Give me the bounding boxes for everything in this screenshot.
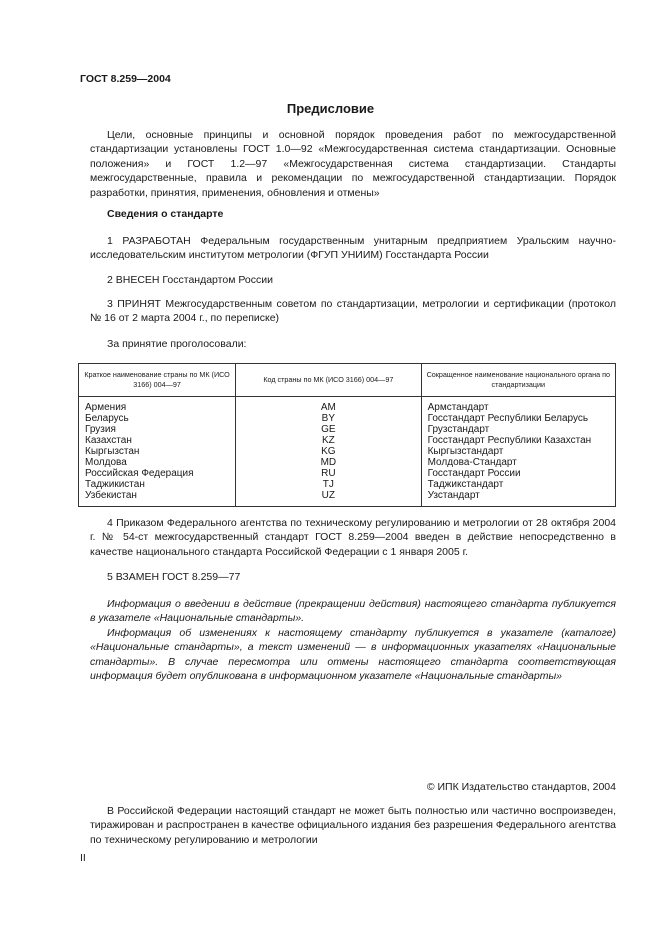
- table-cell-body: Госстандарт Республики Беларусь: [427, 413, 589, 424]
- header-country-name: Краткое наименование страны по МК (ИСО 3166) 004—97: [79, 364, 236, 397]
- table-cell-body: Армстандарт: [427, 402, 489, 413]
- item-1-paragraph: [90, 234, 616, 263]
- table-cell-country: Беларусь: [85, 413, 129, 424]
- table-body-row: [79, 397, 616, 507]
- table-cell-country: Российская Федерация: [85, 468, 194, 479]
- voting-countries-table: [78, 363, 616, 507]
- voted-label: За принятие проголосовали:: [107, 338, 247, 350]
- table-cell-country: Таджикистан: [85, 479, 145, 490]
- table-header-row: [79, 364, 616, 397]
- header-standards-body: Сокращенное наименование национального органа по стандартизации: [421, 364, 615, 397]
- document-id-header: ГОСТ 8.259—2004: [80, 73, 171, 85]
- intro-paragraph: [90, 128, 616, 200]
- table-cell-country: Кыргызстан: [85, 446, 140, 457]
- table-cell-body: Таджикстандарт: [427, 479, 504, 490]
- item-1-text: 1 РАЗРАБОТАН Федеральным государственным унитарным предприятием Уральским научно-исследовательским институтом метрологии (ФГУП УНИИМ) Госстандарта России: [90, 235, 616, 262]
- table-cell-country: Узбекистан: [85, 490, 137, 501]
- table-cell-code: RU: [321, 468, 336, 479]
- table-cell-country: Молдова: [85, 457, 127, 468]
- info-text-1: Информация о введении в действие (прекращении действия) настоящего стандарта публикуется в указателе «Национальные стандарты».: [90, 598, 616, 625]
- voted-label-paragraph: [90, 337, 616, 351]
- copyright-notice: © ИПК Издательство стандартов, 2004: [426, 781, 616, 793]
- item-3-text: 3 ПРИНЯТ Межгосударственным советом по стандартизации, метрологии и сертификации (протокол № 16 от 2 марта 2004 г., по переписке): [90, 298, 616, 325]
- table-cell-body: Молдова-Стандарт: [427, 457, 517, 468]
- table-cell-code: KZ: [321, 435, 335, 446]
- country-names-cell: [79, 397, 236, 507]
- table-cell-body: Грузстандарт: [427, 424, 490, 435]
- section-subheading: Сведения о стандарте: [107, 208, 224, 220]
- rights-text: В Российской Федерации настоящий стандарт не может быть полностью или частично воспроизведен, тиражирован и распространен в качестве официального издания без разрешения Федерального агентства по техническому регулированию и метрологии: [90, 805, 616, 846]
- item-2-text: 2 ВНЕСЕН Госстандартом России: [107, 274, 273, 286]
- table-cell-body: Госстандарт Республики Казахстан: [427, 435, 592, 446]
- table-cell-body: Госстандарт России: [427, 468, 521, 479]
- item-5-text: 5 ВЗАМЕН ГОСТ 8.259—77: [107, 571, 241, 583]
- country-codes-cell: [236, 397, 422, 507]
- info-text-2: Информация об изменениях к настоящему стандарту публикуется в указателе (каталоге) «Национальные стандарты», а текст изменений — в информационных указателях «Национальные стандарты». В случае пересмотра или отмены настоящего стандарта соответствующая информация будет опубликована в информационном указателе «Национальные стандарты»: [90, 626, 616, 683]
- info-block: [90, 597, 616, 683]
- table-cell-country: Грузия: [85, 424, 116, 435]
- item-4-paragraph: [90, 516, 616, 559]
- page-title: Предисловие: [286, 101, 375, 116]
- table-cell-code: BY: [321, 413, 336, 424]
- table-cell-country: Казахстан: [85, 435, 132, 446]
- intro-text: Цели, основные принципы и основной порядок проведения работ по межгосударственной стандартизации установлены ГОСТ 1.0—92 «Межгосударственная система стандартизации. Основные положения» и ГОСТ 1.2—97 «Межгосударственная система стандартизации. Стандарты межгосударственные, правила и рекомендации по межгосударственной стандартизации. Порядок разработки, принятия, применения, обновления и отмены»: [90, 129, 616, 199]
- standards-bodies-cell: [421, 397, 615, 507]
- item-2-paragraph: [90, 273, 616, 287]
- item-5-paragraph: [90, 570, 616, 584]
- table-cell-country: Армения: [85, 402, 127, 413]
- rights-paragraph: [90, 804, 616, 847]
- item-4-text: 4 Приказом Федерального агентства по техническому регулированию и метрологии от 28 октября 2004 г. № 54-ст межгосударственный стандарт ГОСТ 8.259—2004 введен в действие непосредственно в качестве национального стандарта Российской Федерации с 1 января 2005 г.: [90, 517, 616, 558]
- table-cell-code: MD: [320, 457, 337, 468]
- header-country-code: Код страны по МК (ИСО 3166) 004—97: [236, 364, 422, 397]
- table-cell-code: KG: [321, 446, 336, 457]
- table-cell-code: AM: [320, 402, 336, 413]
- table-cell-body: Узстандарт: [427, 490, 480, 501]
- table-cell-code: UZ: [321, 490, 336, 501]
- table-cell-code: TJ: [322, 479, 334, 490]
- page-number: II: [80, 852, 86, 864]
- table-cell-body: Кыргызстандарт: [427, 446, 504, 457]
- item-3-paragraph: [90, 297, 616, 326]
- table-cell-code: GE: [321, 424, 336, 435]
